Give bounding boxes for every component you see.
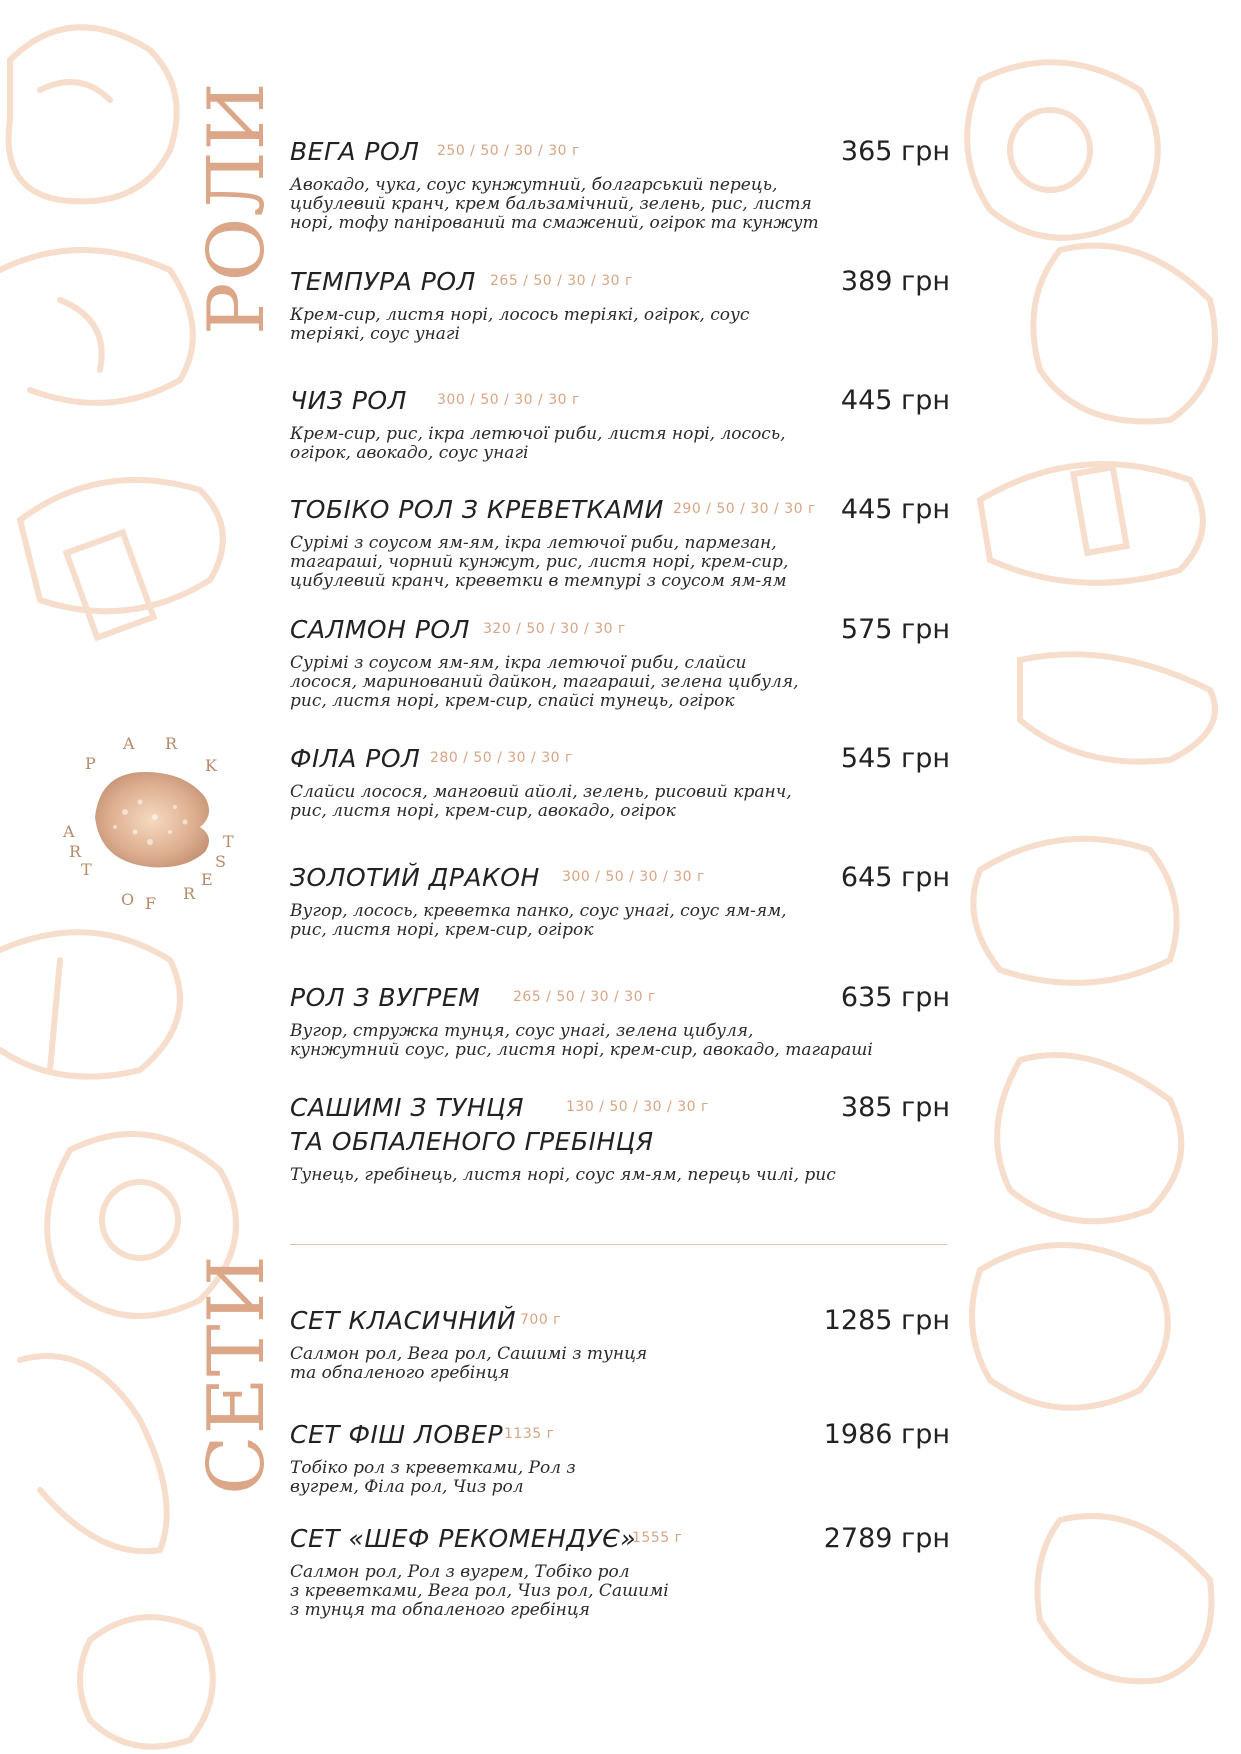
menu-item <box>290 494 950 591</box>
item-weight: 700 г <box>520 1312 562 1328</box>
item-price: 645 грн <box>840 862 950 893</box>
item-description: Тунець, гребінець, листя норі, соус ям-ям, перець чилі, рис <box>290 1165 836 1185</box>
logo-letter: E <box>201 870 213 889</box>
park-art-of-rest-logo <box>55 722 245 912</box>
item-price: 365 грн <box>840 136 950 167</box>
item-price: 545 грн <box>840 743 950 774</box>
menu-item <box>290 1092 950 1185</box>
logo-letter: R <box>183 884 196 903</box>
item-description: Вугор, стружка тунця, соус унагі, зелена цибуля, кунжутний соус, рис, листя норі, крем-сир, авокадо, тагараші <box>290 1021 873 1060</box>
item-price: 445 грн <box>840 385 950 416</box>
item-weight: 1555 г <box>632 1530 683 1546</box>
set-item <box>290 1523 950 1620</box>
item-name: СЕТ ФІШ ЛОВЕР <box>290 1420 504 1449</box>
item-name: РОЛ З ВУГРЕМ <box>290 983 481 1012</box>
item-name: ТОБІКО РОЛ З КРЕВЕТКАМИ <box>290 495 664 524</box>
item-description: Крем-сир, рис, ікра летючої риби, листя норі, лосось, огірок, авокадо, соус унагі <box>290 424 786 463</box>
item-name: ЧИЗ РОЛ <box>290 386 407 415</box>
item-name: СЕТ «ШЕФ РЕКОМЕНДУЄ» <box>290 1524 637 1553</box>
logo-letter: T <box>81 860 92 879</box>
item-name: ЗОЛОТИЙ ДРАКОН <box>290 863 540 892</box>
item-description: Авокадо, чука, соус кунжутний, болгарський перець, цибулевий кранч, крем бальзамічний, зелень, рис, листя норі, тофу панірований та смажений, огірок та кунжут <box>290 175 819 233</box>
item-description: Салмон рол, Рол з вугрем, Тобіко рол з креветками, Вега рол, Чиз рол, Сашимі з тунця та обпаленого гребінця <box>290 1562 669 1620</box>
item-name: САШИМІ З ТУНЦЯ <box>290 1093 524 1122</box>
item-name: ФІЛА РОЛ <box>290 744 421 773</box>
item-name: САЛМОН РОЛ <box>290 615 470 644</box>
item-name-line-2: ТА ОБПАЛЕНОГО ГРЕБІНЦЯ <box>290 1127 654 1156</box>
menu-item <box>290 614 950 711</box>
menu-item <box>290 982 950 1060</box>
item-weight: 130 / 50 / 30 / 30 г <box>566 1099 709 1115</box>
menu-item <box>290 136 950 233</box>
set-item <box>290 1305 950 1383</box>
set-item <box>290 1419 950 1497</box>
item-price: 385 грн <box>840 1092 950 1123</box>
item-name: ТЕМПУРА РОЛ <box>290 267 476 296</box>
item-weight: 265 / 50 / 30 / 30 г <box>513 989 656 1005</box>
item-description: Крем-сир, листя норі, лосось теріякі, огірок, соус теріякі, соус унагі <box>290 305 750 344</box>
item-weight: 300 / 50 / 30 / 30 г <box>562 869 705 885</box>
item-description: Слайси лосося, манговий айолі, зелень, рисовий кранч, рис, листя норі, крем-сир, авокадо, огірок <box>290 782 792 821</box>
menu-item <box>290 862 950 940</box>
logo-letter: R <box>69 842 82 861</box>
item-price: 445 грн <box>840 494 950 525</box>
item-description: Салмон рол, Вега рол, Сашимі з тунця та обпаленого гребінця <box>290 1344 648 1383</box>
item-description: Сурімі з соусом ям-ям, ікра летючої риби, пармезан, тагараші, чорний кунжут, рис, листя норі, крем-сир, цибулевий кранч, креветки в темпурі з соусом ям-ям <box>290 533 789 591</box>
menu-item <box>290 743 950 821</box>
item-weight: 250 / 50 / 30 / 30 г <box>437 143 580 159</box>
item-price: 635 грн <box>840 982 950 1013</box>
logo-emblem-icon <box>55 722 245 912</box>
item-weight: 265 / 50 / 30 / 30 г <box>490 273 633 289</box>
logo-letter: F <box>145 894 157 913</box>
logo-letter: S <box>215 852 226 871</box>
logo-letter: R <box>165 734 178 753</box>
logo-letter: O <box>121 890 135 909</box>
item-weight: 320 / 50 / 30 / 30 г <box>483 621 626 637</box>
item-price: 575 грн <box>840 614 950 645</box>
logo-letter: K <box>205 756 217 775</box>
item-weight: 290 / 50 / 30 / 30 г <box>673 501 816 517</box>
item-weight: 300 / 50 / 30 / 30 г <box>437 392 580 408</box>
item-price: 2789 грн <box>823 1523 950 1554</box>
item-name: СЕТ КЛАСИЧНИЙ <box>290 1306 517 1335</box>
menu-item <box>290 266 950 344</box>
logo-letter: A <box>63 822 75 841</box>
rolls-section-title: РОЛИ <box>192 81 282 335</box>
item-price: 1986 грн <box>823 1419 950 1450</box>
section-divider <box>290 1244 947 1245</box>
logo-letter: P <box>85 754 96 773</box>
logo-letter: T <box>223 832 234 851</box>
item-description: Тобіко рол з креветками, Рол з вугрем, Філа рол, Чиз рол <box>290 1458 576 1497</box>
item-price: 389 грн <box>840 266 950 297</box>
logo-letter: A <box>123 734 135 753</box>
item-weight: 1135 г <box>504 1426 555 1442</box>
item-price: 1285 грн <box>823 1305 950 1336</box>
item-name: ВЕГА РОЛ <box>290 137 420 166</box>
menu-item <box>290 385 950 463</box>
item-description: Вугор, лосось, креветка панко, соус унагі, соус ям-ям, рис, листя норі, крем-сир, огірок <box>290 901 787 940</box>
sets-section-title: СЕТИ <box>192 1254 282 1495</box>
item-weight: 280 / 50 / 30 / 30 г <box>430 750 573 766</box>
item-description: Сурімі з соусом ям-ям, ікра летючої риби, слайси лосося, маринований дайкон, тагараші, зелена цибуля, рис, листя норі, крем-сир, спайсі тунець, огірок <box>290 653 799 711</box>
